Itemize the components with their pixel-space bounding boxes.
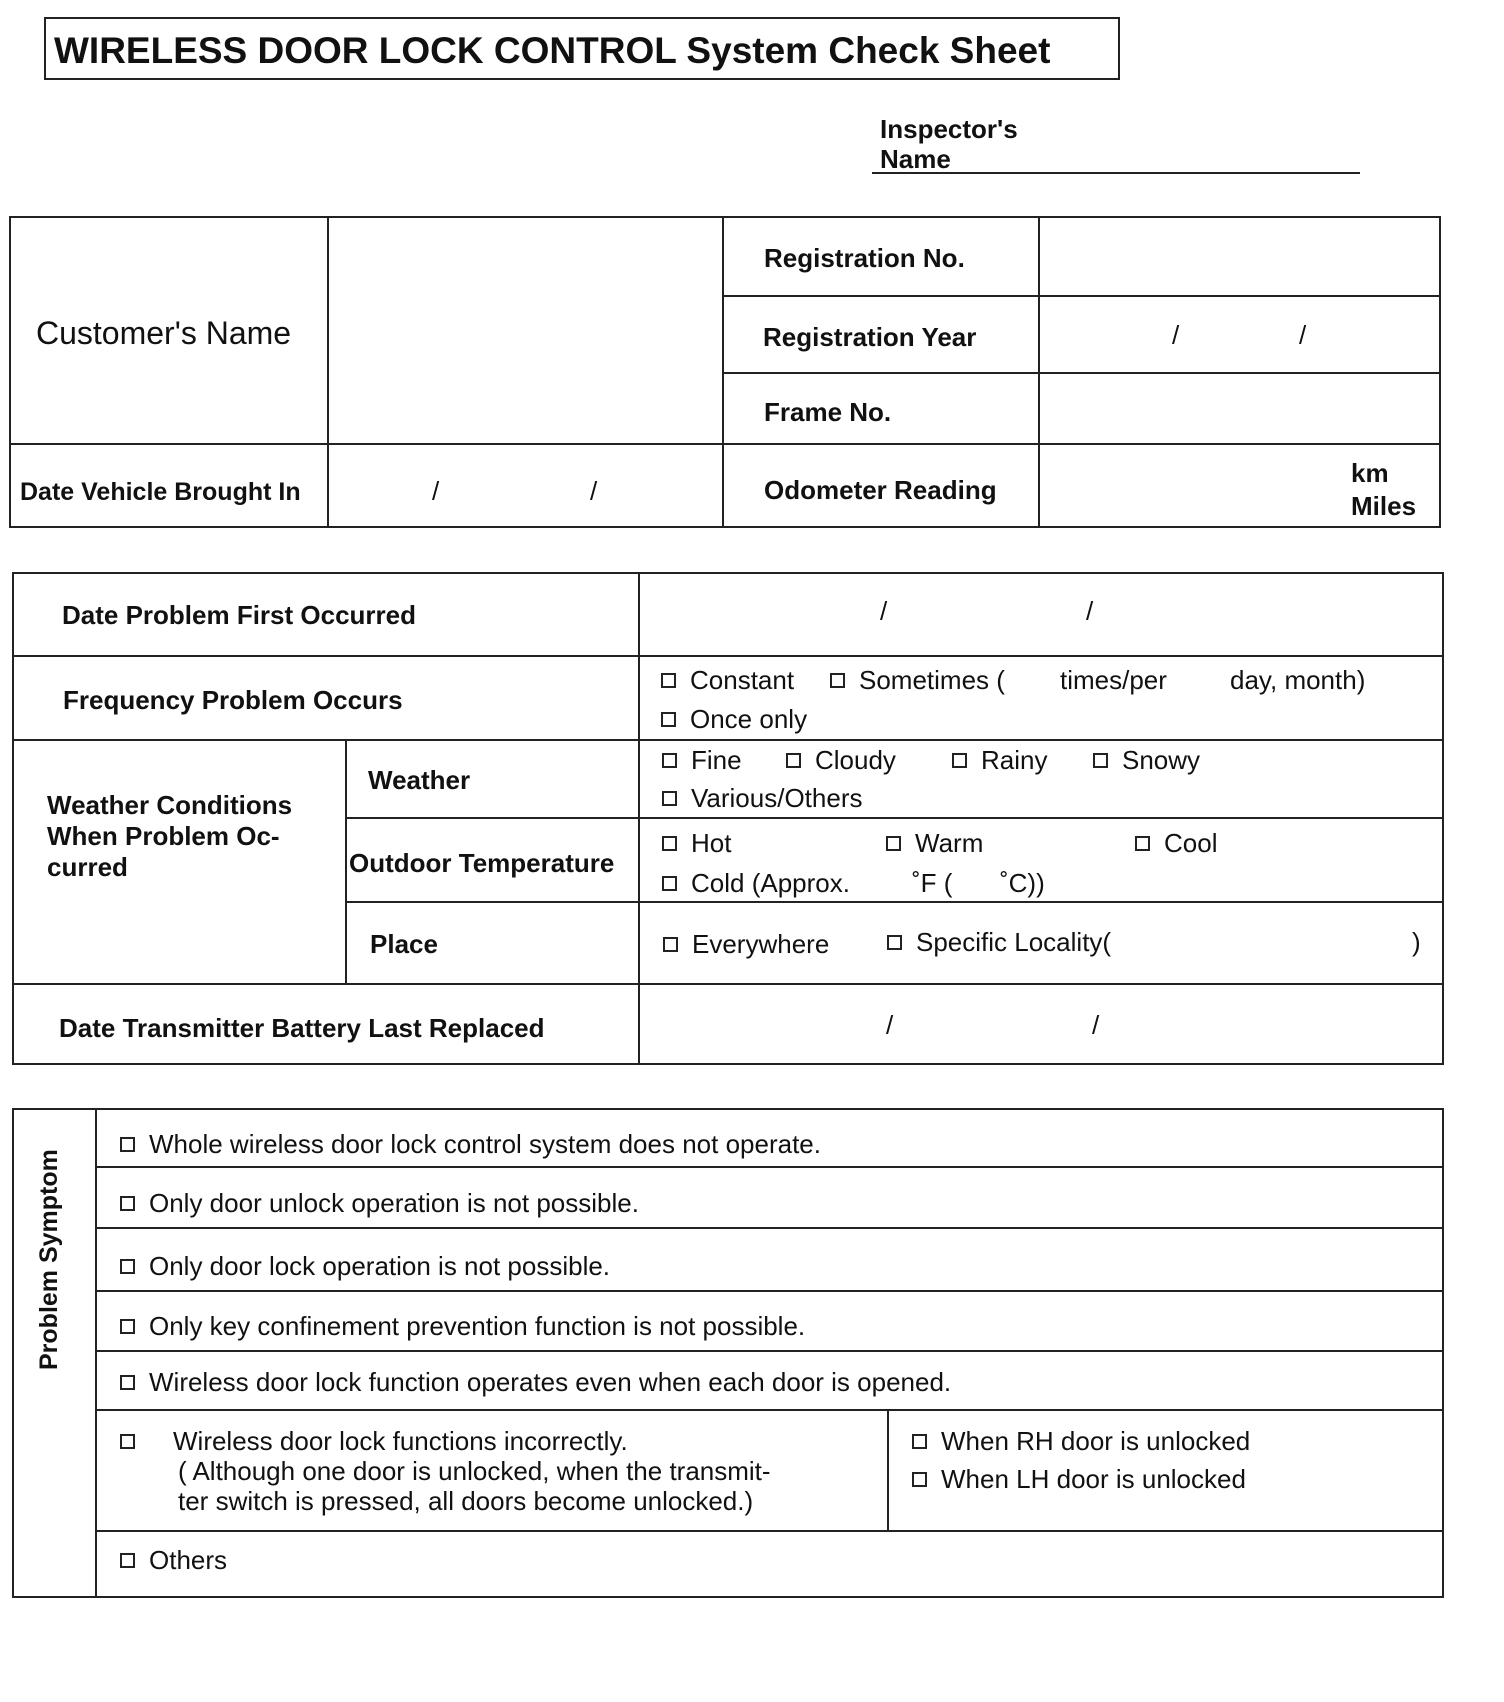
symptom-item-lock[interactable] — [120, 1251, 610, 1282]
place-label: Place — [370, 929, 438, 959]
weather-conditions-line: curred — [47, 852, 128, 882]
checkbox[interactable] — [120, 1553, 135, 1568]
inspector-label — [880, 114, 1018, 174]
option-label: Hot — [691, 828, 732, 858]
checkbox[interactable] — [912, 1434, 927, 1449]
specific-locality-close: ) — [1412, 927, 1421, 957]
checkbox[interactable] — [120, 1196, 135, 1211]
divider — [95, 1108, 97, 1598]
option-specific-locality[interactable] — [887, 927, 1111, 958]
checkbox[interactable] — [786, 753, 801, 768]
weather-conditions-line: When Problem Oc- — [47, 821, 280, 851]
date-separator: / — [880, 596, 888, 626]
outdoor-temperature-label: Outdoor Temperature — [349, 848, 615, 878]
checkbox[interactable] — [120, 1375, 135, 1390]
date-separator: / — [432, 476, 440, 506]
weather-conditions-line: Weather Conditions — [47, 790, 293, 820]
odometer-label: Odometer Reading — [764, 475, 997, 505]
customer-name-label: Customer's Name — [36, 315, 292, 351]
checkbox[interactable] — [1135, 836, 1150, 851]
symptom-item-door-opened[interactable] — [120, 1367, 951, 1398]
option-label: When RH door is unlocked — [941, 1426, 1251, 1456]
symptom-text: Only door unlock operation is not possible. — [149, 1188, 639, 1218]
symptom-text: Wireless door lock function operates even when each door is opened. — [149, 1367, 952, 1397]
date-first-occurred-label: Date Problem First Occurred — [62, 600, 416, 630]
customer-name-field[interactable] — [330, 218, 720, 441]
symptom-incorrect-detail — [178, 1456, 771, 1516]
symptom-item-incorrect[interactable] — [120, 1426, 628, 1456]
option-warm[interactable] — [886, 828, 983, 859]
option-label: Cloudy — [815, 745, 896, 775]
checkbox[interactable] — [1093, 753, 1108, 768]
option-label: Everywhere — [692, 929, 830, 959]
option-lh-door[interactable] — [912, 1464, 1246, 1495]
checkbox[interactable] — [120, 1319, 135, 1334]
divider — [345, 817, 1444, 819]
date-separator: / — [590, 476, 598, 506]
option-hot[interactable] — [662, 828, 731, 859]
option-label: Warm — [915, 828, 984, 858]
option-sometimes[interactable] — [830, 665, 1005, 696]
deg-c-label: ˚C)) — [1000, 868, 1045, 898]
date-brought-in-label: Date Vehicle Brought In — [20, 478, 301, 506]
option-cold[interactable] — [662, 868, 850, 899]
symptom-text: Only key confinement prevention function is not possible. — [149, 1311, 806, 1341]
divider — [345, 901, 1444, 903]
checkbox[interactable] — [661, 712, 676, 727]
weather-label: Weather — [368, 765, 471, 795]
option-label: When LH door is unlocked — [941, 1464, 1246, 1494]
divider — [95, 1227, 1444, 1229]
registration-no-field[interactable] — [1041, 218, 1439, 293]
odometer-unit-km: km — [1351, 458, 1389, 488]
symptom-text: Wireless door lock functions incorrectly. — [173, 1426, 628, 1456]
checkbox[interactable] — [662, 753, 677, 768]
odometer-unit-miles: Miles — [1351, 491, 1417, 521]
divider — [95, 1166, 1444, 1168]
checkbox[interactable] — [120, 1137, 135, 1152]
option-label: Sometimes ( — [859, 665, 1005, 695]
frequency-label: Frequency Problem Occurs — [63, 685, 403, 715]
deg-f-label: ˚F ( — [912, 868, 953, 898]
battery-replaced-label: Date Transmitter Battery Last Replaced — [59, 1013, 545, 1043]
option-label: Once only — [690, 704, 808, 734]
symptom-item-unlock[interactable] — [120, 1188, 639, 1219]
option-everywhere[interactable] — [663, 929, 829, 960]
odometer-field[interactable] — [1041, 446, 1341, 526]
option-cool[interactable] — [1135, 828, 1217, 859]
option-label: Various/Others — [691, 783, 863, 813]
divider — [12, 983, 1444, 985]
divider — [722, 372, 1441, 374]
date-separator: / — [1092, 1010, 1100, 1040]
divider — [95, 1290, 1444, 1292]
option-label: Constant — [690, 665, 795, 695]
problem-symptom-label: Problem Symptom — [35, 1149, 63, 1370]
symptom-detail-line: ter switch is pressed, all doors become unlocked.) — [178, 1486, 754, 1516]
date-separator: / — [1086, 596, 1094, 626]
symptom-text: Others — [149, 1545, 228, 1575]
option-constant[interactable] — [661, 665, 794, 696]
symptom-text: Only door lock operation is not possible. — [149, 1251, 611, 1281]
times-per-label: times/per — [1060, 665, 1167, 695]
divider — [95, 1530, 1444, 1532]
option-label: Snowy — [1122, 745, 1201, 775]
checkbox[interactable] — [662, 876, 677, 891]
checkbox[interactable] — [886, 836, 901, 851]
weather-conditions-label — [47, 790, 292, 883]
divider — [9, 443, 1441, 445]
checkbox[interactable] — [887, 935, 902, 950]
option-label: Cold (Approx. — [691, 868, 850, 898]
date-separator: / — [886, 1010, 894, 1040]
symptom-item-others[interactable] — [120, 1545, 227, 1576]
frame-no-label: Frame No. — [764, 397, 892, 427]
inspector-name-field[interactable] — [872, 172, 1360, 174]
divider — [722, 295, 1441, 297]
divider — [327, 216, 329, 528]
checkbox[interactable] — [662, 791, 677, 806]
option-label: Fine — [691, 745, 742, 775]
option-once-only[interactable] — [661, 704, 807, 735]
option-label: Cool — [1164, 828, 1218, 858]
date-separator: / — [1299, 320, 1307, 350]
divider — [887, 1409, 889, 1531]
option-label: Specific Locality( — [916, 927, 1112, 957]
registration-no-label: Registration No. — [764, 243, 965, 273]
day-month-label: day, month) — [1230, 665, 1366, 695]
frame-no-field[interactable] — [1041, 375, 1439, 441]
symptom-item-key-confinement[interactable] — [120, 1311, 805, 1342]
option-rainy[interactable] — [952, 745, 1047, 776]
option-fine[interactable] — [662, 745, 742, 776]
divider — [95, 1409, 1444, 1411]
symptom-item-whole-system[interactable] — [120, 1129, 821, 1160]
option-label: Rainy — [981, 745, 1048, 775]
checkbox[interactable] — [663, 937, 678, 952]
symptom-detail-line: ( Although one door is unlocked, when the transmit- — [178, 1456, 771, 1486]
checkbox[interactable] — [952, 753, 967, 768]
checkbox[interactable] — [662, 836, 677, 851]
option-rh-door[interactable] — [912, 1426, 1250, 1457]
option-various-others[interactable] — [662, 783, 862, 814]
registration-year-label: Registration Year — [763, 322, 977, 352]
checkbox[interactable] — [912, 1472, 927, 1487]
checkbox[interactable] — [120, 1259, 135, 1274]
date-separator: / — [1172, 320, 1180, 350]
option-cloudy[interactable] — [786, 745, 896, 776]
checkbox[interactable] — [120, 1434, 135, 1449]
inspector-label-line2: Name — [880, 144, 951, 174]
divider — [345, 741, 347, 985]
problem-symptom-table — [12, 1108, 1444, 1598]
divider — [12, 739, 1444, 741]
divider — [12, 655, 1444, 657]
option-snowy[interactable] — [1093, 745, 1200, 776]
checkbox[interactable] — [661, 673, 676, 688]
checkbox[interactable] — [830, 673, 845, 688]
symptom-text: Whole wireless door lock control system does not operate. — [149, 1129, 821, 1159]
divider — [95, 1350, 1444, 1352]
page-title: WIRELESS DOOR LOCK CONTROL System Check Sheet — [54, 30, 1051, 71]
inspector-label-line1: Inspector's — [880, 114, 1018, 144]
